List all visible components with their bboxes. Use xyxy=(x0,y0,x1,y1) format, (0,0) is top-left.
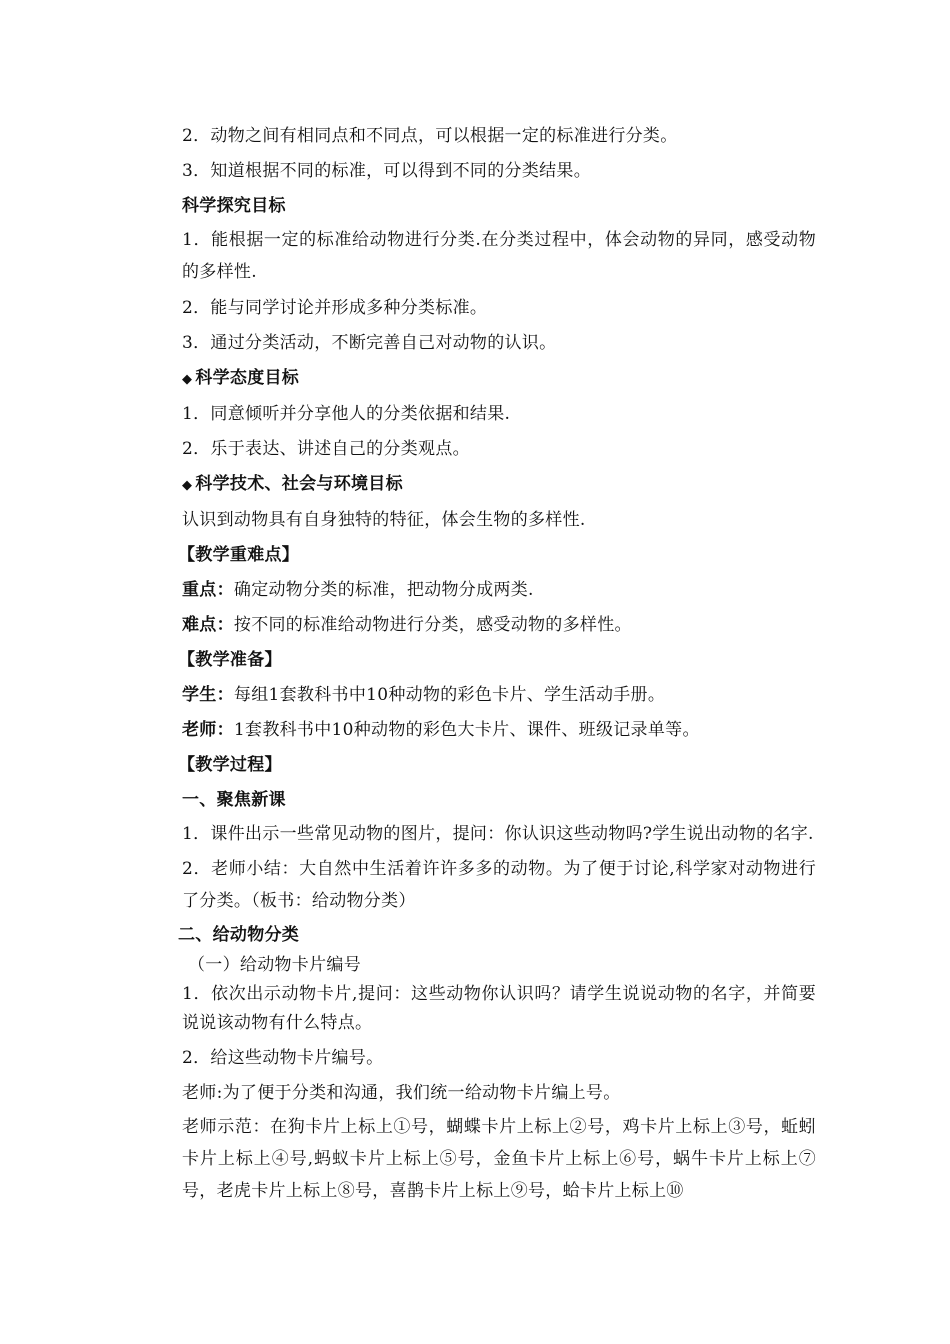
diamond-bullet-icon: ◆ xyxy=(182,372,193,387)
inquiry-goal-3: 3．通过分类活动，不断完善自己对动物的认识。 xyxy=(182,333,557,353)
diamond-bullet-icon: ◆ xyxy=(182,478,193,493)
difficulty-text: 按不同的标准给动物进行分类，感受动物的多样性。 xyxy=(233,615,632,635)
sts-goal-text: 认识到动物具有自身独特的特征，体会生物的多样性. xyxy=(182,510,586,530)
inquiry-goal-1: 1．能根据一定的标准给动物进行分类.在分类过程中，体会动物的异同，感受动物的多样性. xyxy=(182,230,816,282)
section-2-item-1: 1．依次出示动物卡片,提问：这些动物你认识吗？请学生说说动物的名字，并简要说说该动物有什么特点。 xyxy=(182,984,816,1033)
teacher-label: 老师： xyxy=(182,720,234,740)
document-body xyxy=(144,119,816,1210)
sts-goal-heading xyxy=(144,467,816,503)
student-text: 每组1套教科书中10种动物的彩色卡片、学生活动手册。 xyxy=(233,685,666,705)
knowledge-goal-3: 3．知道根据不同的标准，可以得到不同的分类结果。 xyxy=(182,161,592,181)
preparation-heading: 【教学准备】 xyxy=(178,650,282,670)
section-1-item-1: 1．课件出示一些常见动物的图片，提问：你认识这些动物吗?学生说出动物的名字. xyxy=(182,824,814,844)
attitude-goal-1: 1．同意倾听并分享他人的分类依据和结果. xyxy=(182,404,511,424)
key-point-difficulty xyxy=(144,608,816,643)
knowledge-goal-2: 2．动物之间有相同点和不同点，可以根据一定的标准进行分类。 xyxy=(182,126,678,146)
focus-text: 确定动物分类的标准，把动物分成两类. xyxy=(233,580,534,600)
section-1-heading: 一、聚焦新课 xyxy=(182,790,286,810)
student-label: 学生： xyxy=(182,685,234,705)
section-2-item-3: 老师:为了便于分类和沟通，我们统一给动物卡片编上号。 xyxy=(182,1083,621,1103)
sts-goal-title: 科学技术、社会与环境目标 xyxy=(195,474,403,494)
focus-label: 重点： xyxy=(182,580,234,600)
section-1-item-2: 2．老师小结：大自然中生活着许许多多的动物。为了便于讨论,科学家对动物进行了分类。（板书：给动物分类） xyxy=(182,859,816,911)
attitude-goal-heading xyxy=(144,361,816,397)
attitude-goal-2: 2．乐于表达、讲述自己的分类观点。 xyxy=(182,439,470,459)
section-2-item-4: 老师示范：在狗卡片上标上①号，蝴蝶卡片上标上②号，鸡卡片上标上③号，蚯蚓卡片上标上④号,蚂蚁卡片上标上⑤号，金鱼卡片上标上⑥号，蜗牛卡片上标上⑦号，老虎卡片上标上⑧号，喜鹊卡片上标上⑨号，蛤卡片上标上⑩ xyxy=(182,1117,816,1201)
inquiry-goal-2: 2．能与同学讨论并形成多种分类标准。 xyxy=(182,298,488,318)
key-points-heading: 【教学重难点】 xyxy=(178,545,300,565)
section-2-item-2: 2．给这些动物卡片编号。 xyxy=(182,1048,384,1068)
preparation-teacher xyxy=(144,713,816,748)
teacher-text: 1套教科书中10种动物的彩色大卡片、课件、班级记录单等。 xyxy=(233,720,700,740)
preparation-student xyxy=(144,678,816,713)
section-2-subheading: （一）给动物卡片编号 xyxy=(188,955,361,975)
process-heading: 【教学过程】 xyxy=(178,755,282,775)
attitude-goal-title: 科学态度目标 xyxy=(195,368,300,388)
difficulty-label: 难点： xyxy=(182,615,234,635)
key-point-focus xyxy=(144,573,816,608)
section-2-heading: 二、给动物分类 xyxy=(178,925,300,945)
inquiry-goal-heading: 科学探究目标 xyxy=(182,196,286,216)
